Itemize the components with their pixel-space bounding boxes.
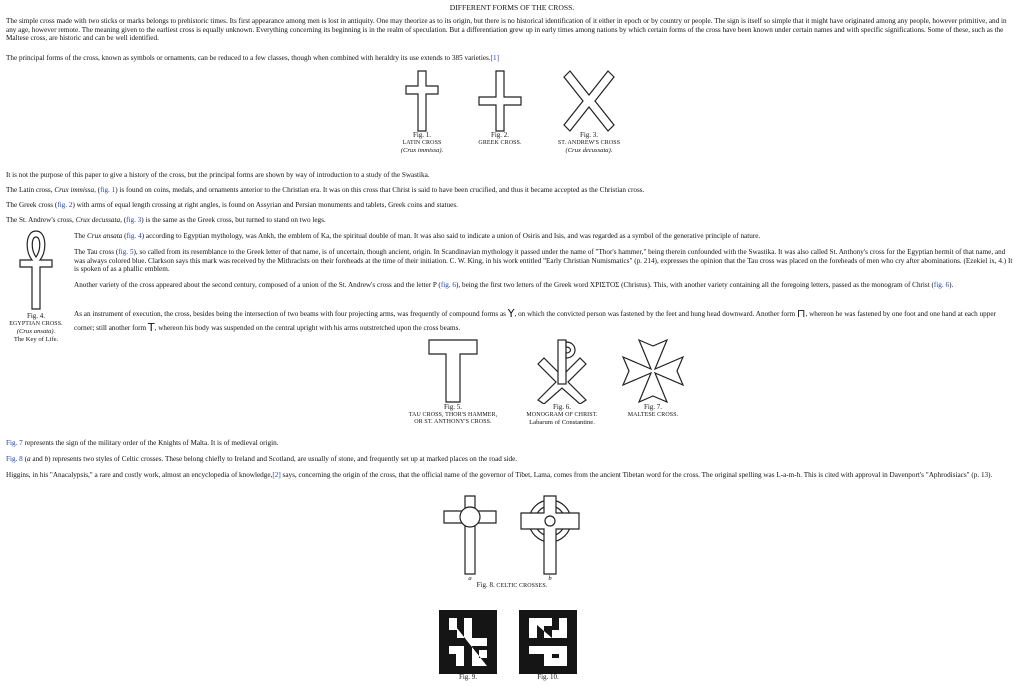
fig6-number: Fig. 6.: [552, 403, 572, 411]
fig10-number: Fig. 10.: [537, 673, 559, 681]
fig6-subcaption: Labarum of Constantine.: [529, 419, 595, 427]
principal-forms-paragraph: [6, 54, 1018, 63]
latin-cross-image: [405, 70, 439, 132]
fig8-number: Fig. 8.: [476, 580, 495, 589]
fig8-a-label: a: [468, 575, 472, 582]
page-title: DIFFERENT FORMS OF THE CROSS.: [449, 3, 575, 12]
tau-text-b: ), so called from its resemblance to the Greek letter of that name, is of uncertain, though ancient, origin. In Scandinavian mythology it passed under the name of "Thor's hammer," being therein confounded with the Swastika. It was also called St. Anthony's cross for the Egyptian hermit of that name, and was always colored blue. Clarkson says this mark was received by the Mithracists on their foreheads at the time of their initiation. C. W. King, in his work entitled "Early Christian Numismatics" (p. 214), expresses the opinion that the Tau cross was placed on the foreheads of men who cry after abominations. (Ezekiel ix, 4.) It is spoken of as a phallic emblem.: [74, 248, 1013, 274]
fig7-link[interactable]: Fig. 7: [6, 439, 23, 447]
celtic-cross-a: [443, 495, 497, 583]
chi-rho-image: [534, 338, 590, 404]
andrew-text-a: The St. Andrew's cross,: [6, 216, 76, 224]
celtic-a-label: a: [26, 455, 31, 463]
figure-7: [614, 338, 692, 419]
fig4-caption: EGYPTIAN CROSS.: [9, 320, 63, 327]
latin-text-a: The Latin cross,: [6, 186, 55, 194]
fig9-number: Fig. 9.: [458, 673, 478, 681]
celtic-cross-a-image: [443, 495, 497, 575]
tau-cross-image: [427, 338, 479, 404]
execution-paragraph: [74, 307, 1018, 335]
fig7-caption: MALTESE CROSS.: [627, 411, 679, 418]
intro-paragraph: The simple cross made with two sticks or marks belongs to prehistoric times. Its first appearance among men is lost in antiquity. One may theorize as to its origin, but there is no historical identification of it either in epoch or by country or people. The sign is itself so simple that it might have originated among any people, however primitive, and in any age, however remote. The meaning given to the earliest cross is equally unknown. Everything concerning its beginning is in the realm of speculation. But a differentiation grew up in early times among nations by which certain forms of the cross have been known under certain names and with specific significations. Some of these, such as the Maltese cross, are historic and can be well identified.: [6, 17, 1007, 43]
execution-text-d: , whereon his body was suspended on the central upright with his arms outstretched upon the cross beams.: [154, 324, 461, 332]
st-andrews-paragraph: [6, 216, 1018, 225]
figure-9: [438, 610, 498, 682]
andrew-text-c: ) is the same as the Greek cross, but turned to stand on two legs.: [141, 216, 326, 224]
figure-6: [514, 338, 610, 427]
malta-text: represents the sign of the military order of the Knights of Malta. It is of medieval origin.: [22, 439, 279, 447]
fig2-caption: GREEK CROSS.: [478, 139, 522, 146]
tau-paragraph: [74, 248, 1018, 274]
andrew-text-b: , (: [120, 216, 127, 224]
celtic-text-a: (: [22, 455, 27, 463]
tau-text-a: The Tau cross (: [74, 248, 119, 256]
swastika-right-image: [519, 610, 577, 674]
fig4-link[interactable]: fig. 4: [126, 232, 142, 240]
figure-2: [470, 70, 530, 147]
execution-text-c: , whereon he was fastened by one foot and one hand at each upper corner; still another form: [74, 310, 996, 332]
fig4-subcaption: (Crux ansata).: [16, 328, 56, 336]
fig4-subcaption-2: The Key of Life.: [13, 335, 59, 343]
figure-4: [2, 230, 70, 343]
figure-3: [548, 70, 630, 155]
greek-text-a: The Greek cross (: [6, 201, 58, 209]
pi-cross-glyph: ⊓: [796, 307, 806, 320]
celtic-cross-b-image: [519, 495, 581, 575]
fig3-number: Fig. 3.: [579, 131, 599, 139]
latin-name: Crux immissa: [54, 186, 95, 194]
fig2-link[interactable]: fig. 2: [57, 201, 73, 209]
figure-8: [432, 495, 592, 590]
principal-forms-text: The principal forms of the cross, known as symbols or ornaments, can be reduced to a few classes, though when combined with heraldry its use extends to 385 varieties.: [6, 54, 491, 62]
fig8-b-label: b: [548, 575, 552, 582]
figure-5: [398, 338, 508, 427]
latin-cross-paragraph: [6, 186, 1018, 195]
ankh-image: [19, 230, 53, 310]
celtic-cross-b: [519, 495, 581, 583]
fig8-caption: CELTIC CROSSES.: [496, 582, 548, 589]
ansata-text-b: (: [122, 232, 127, 240]
fig1-link[interactable]: fig. 1: [100, 186, 116, 194]
celtic-paragraph: [6, 455, 1018, 464]
maltese-cross-image: [621, 338, 685, 404]
celtic-b-label: b: [44, 455, 49, 463]
fig6-link-2[interactable]: fig. 6: [933, 281, 950, 289]
fig4-number: Fig. 4.: [26, 312, 46, 320]
higgins-text-b: says, concerning the origin of the cross, that the official name of the governor of Tibet, Lama, comes from the ancient Tibetan word for the cross. The original spelling was L-a-m-h. This is cited with approval in Davenport's "Aphrodisiacs" (p. 13).: [280, 471, 993, 479]
fig6-caption: MONOGRAM OF CHRIST.: [526, 411, 598, 418]
fig5-link[interactable]: fig. 5: [118, 248, 134, 256]
execution-text-b: , on which the convicted person was fastened by the feet and hung head downward. Another form: [514, 310, 797, 318]
andrew-name: Crux decussata: [75, 216, 121, 224]
fig6-link-1[interactable]: fig. 6: [440, 281, 456, 289]
fig3-caption: ST. ANDREW'S CROSS: [557, 139, 621, 146]
celtic-and: and: [30, 455, 45, 463]
greek-cross-image: [478, 70, 522, 132]
footnote-link-1[interactable]: [1]: [490, 54, 500, 62]
ansata-text-a: The: [74, 232, 87, 240]
monogram-paragraph: [74, 281, 1018, 290]
another-text-b: ), being the first two letters of the Greek word ΧΡΙΣΤΟΣ (Christus). This, with another variety containing all the foregoing letters, passed as the monogram of Christ (: [456, 281, 934, 289]
execution-text-a: As an instrument of execution, the cross, besides being the intersection of two beams with four projecting arms, was frequently of compound forms as: [74, 310, 508, 318]
latin-text-c: ) is found on coins, medals, and ornaments anterior to the Christian era. It was on this cross that Christ is said to have been crucified, and thus it became accepted as the Christian cross.: [115, 186, 645, 194]
higgins-text-a: Higgins, in his "Anacalypsis," a rare and costly work, almost an encyclopedia of knowledge,: [6, 471, 273, 479]
fig7-number: Fig. 7.: [643, 403, 663, 411]
footnote-link-2[interactable]: [2]: [272, 471, 281, 479]
celtic-text-b: ) represents two styles of Celtic crosses. These belong chiefly to Ireland and Scotland, are usually of stone, and frequently set up at marked places on the road side.: [48, 455, 518, 463]
fig3-subcaption: (Crux decussata).: [565, 147, 613, 155]
fig1-number: Fig. 1.: [412, 131, 432, 139]
purpose-paragraph: It is not the purpose of this paper to give a history of the cross, but the principal forms are shown by way of introduction to a study of the Swastika.: [6, 171, 430, 179]
ansata-name: Crux ansata: [86, 232, 123, 240]
fig5-number: Fig. 5.: [443, 403, 463, 411]
fig1-subcaption: (Crux immissa).: [400, 147, 444, 155]
fig8-link[interactable]: Fig. 8: [6, 455, 23, 463]
fig5-caption: TAU CROSS, THOR'S HAMMER,: [408, 411, 498, 418]
y-cross-glyph: Y: [507, 307, 515, 320]
fig3-link[interactable]: fig. 3: [126, 216, 142, 224]
fig5-caption-2: OR ST. ANTHONY'S CROSS.: [414, 419, 492, 426]
fig2-number: Fig. 2.: [490, 131, 510, 139]
figure-1: [392, 70, 452, 155]
ansata-paragraph: [74, 232, 1018, 241]
another-text-c: ).: [949, 281, 954, 289]
greek-text-b: ) with arms of equal length crossing at right angles, is found on Assyrian and Persian monuments and tablets, Greek coins and statues.: [72, 201, 458, 209]
ansata-text-c: ) according to Egyptian mythology, was Ankh, the emblem of Ka, the spiritual double of man. It was also said to indicate a union of Osiris and Isis, and was regarded as a symbol of the generative principle of nature.: [141, 232, 761, 240]
malta-paragraph: [6, 439, 1018, 448]
another-text-a: Another variety of the cross appeared about the second century, composed of a union of the St. Andrew's cross and the letter P (: [74, 281, 441, 289]
figure-10: [518, 610, 578, 682]
fig1-caption: LATIN CROSS: [402, 139, 442, 146]
greek-cross-paragraph: [6, 201, 1018, 210]
higgins-paragraph: [6, 471, 1018, 480]
swastika-left-image: [439, 610, 497, 674]
t-cross-glyph: T: [147, 321, 155, 334]
latin-text-b: , (: [94, 186, 101, 194]
st-andrews-cross-image: [562, 70, 616, 132]
